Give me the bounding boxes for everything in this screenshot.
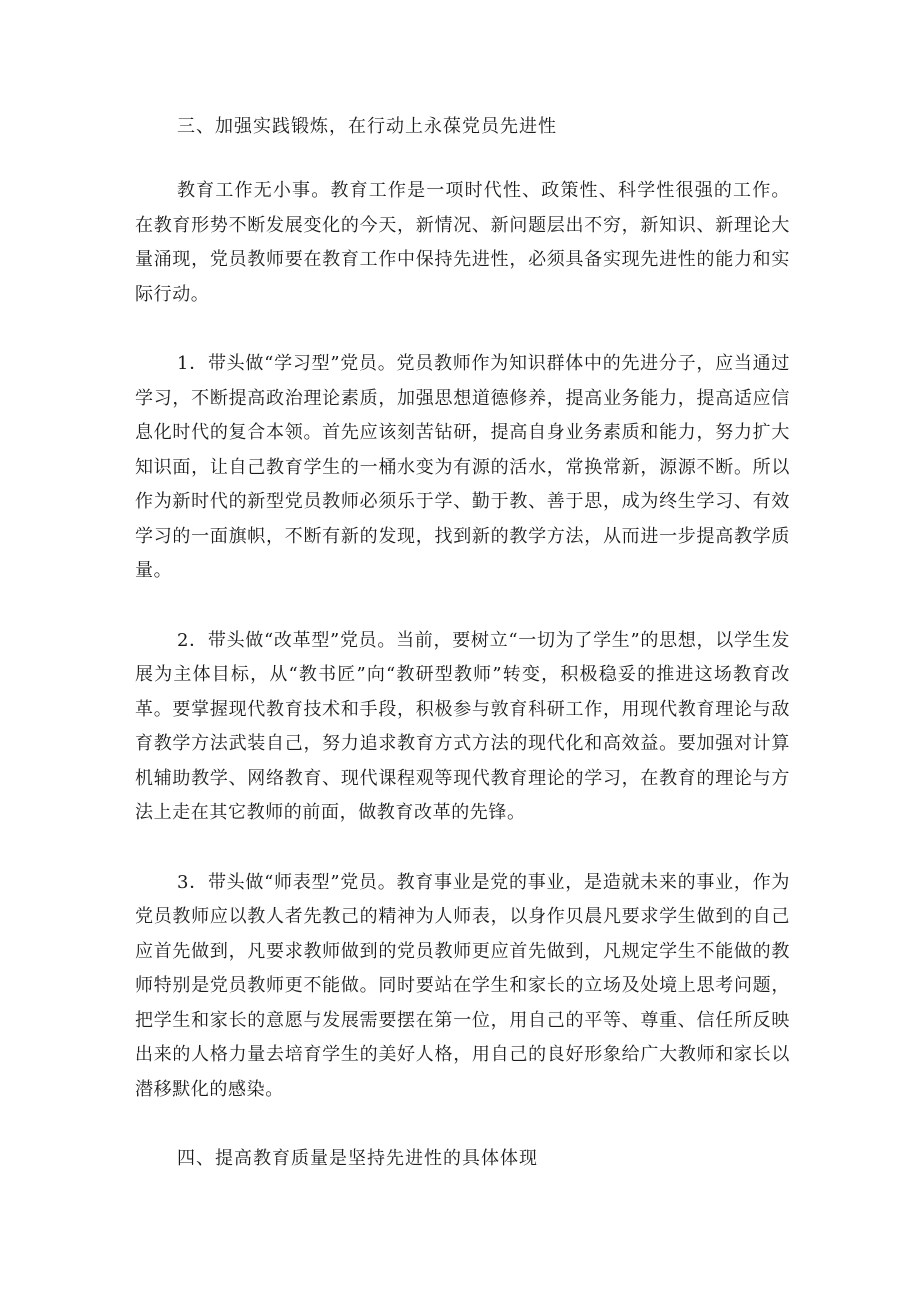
- section-3-intro-paragraph: 教育工作无小事。教育工作是一项时代性、政策性、科学性很强的工作。在教育形势不断发展变化的今天，新情况、新问题层出不穷，新知识、新理论大量涌现，党员教师要在教育工作中保持先进性，必须具备实现先进性的能力和实际行动。: [135, 180, 790, 305]
- item-3-exemplar-paragraph: 3．带头做“师表型”党员。教育事业是党的事业，是造就未来的事业，作为党员教师应以教人者先教己的精神为人师表，以身作贝晨凡要求学生做到的自己应首先做到，凡要求教师做到的党员教师更应首先做到，凡规定学生不能做的教师特别是党员教师更不能做。同时要站在学生和家长的立场及处境上思考问题，把学生和家长的意愿与发展需要摆在第一位，用自己的平等、尊重、信任所反映出来的人格力量去培育学生的美好人格，用自己的良好形象给广大教师和家长以潜移默化的感染。: [135, 871, 790, 1100]
- document-body: [135, 110, 790, 1206]
- section-3-heading: 三、加强实践锻炼，在行动上永葆党员先进性: [177, 116, 557, 137]
- section-4-heading: 四、提高教育质量是坚持先进性的具体体现: [177, 1148, 538, 1169]
- item-1-learning-paragraph: 1．带头做“学习型”党员。党员教师作为知识群体中的先进分子，应当通过学习，不断提高政治理论素质，加强思想道德修养，提高业务能力，提高适应信息化时代的复合本领。首先应该刻苦钻研，提高自身业务素质和能力，努力扩大知识面，让自己教育学生的一桶水变为有源的活水，常换常新，源源不断。所以作为新时代的新型党员教师必须乐于学、勤于教、善于思，成为终生学习、有效学习的一面旗帜，不断有新的发现，找到新的教学方法，从而进一步提高教学质量。: [135, 353, 790, 581]
- item-2-reform-paragraph: 2．带头做“改革型”党员。当前，要树立“一切为了学生”的思想，以学生发展为主体目标，从“教书匠”向“教研型教师”转变，积极稳妥的推进这场教育改革。要掌握现代教育技术和手段，积极参与敦育科研工作，用现代教育理论与敌育教学方法武装自己，努力追求教育方式方法的现代化和高效益。要加强对计算机辅助教学、网络教育、现代课程观等现代教育理论的学习，在教育的理论与方法上走在其它教师的前面，做教育改革的先锋。: [135, 629, 790, 823]
